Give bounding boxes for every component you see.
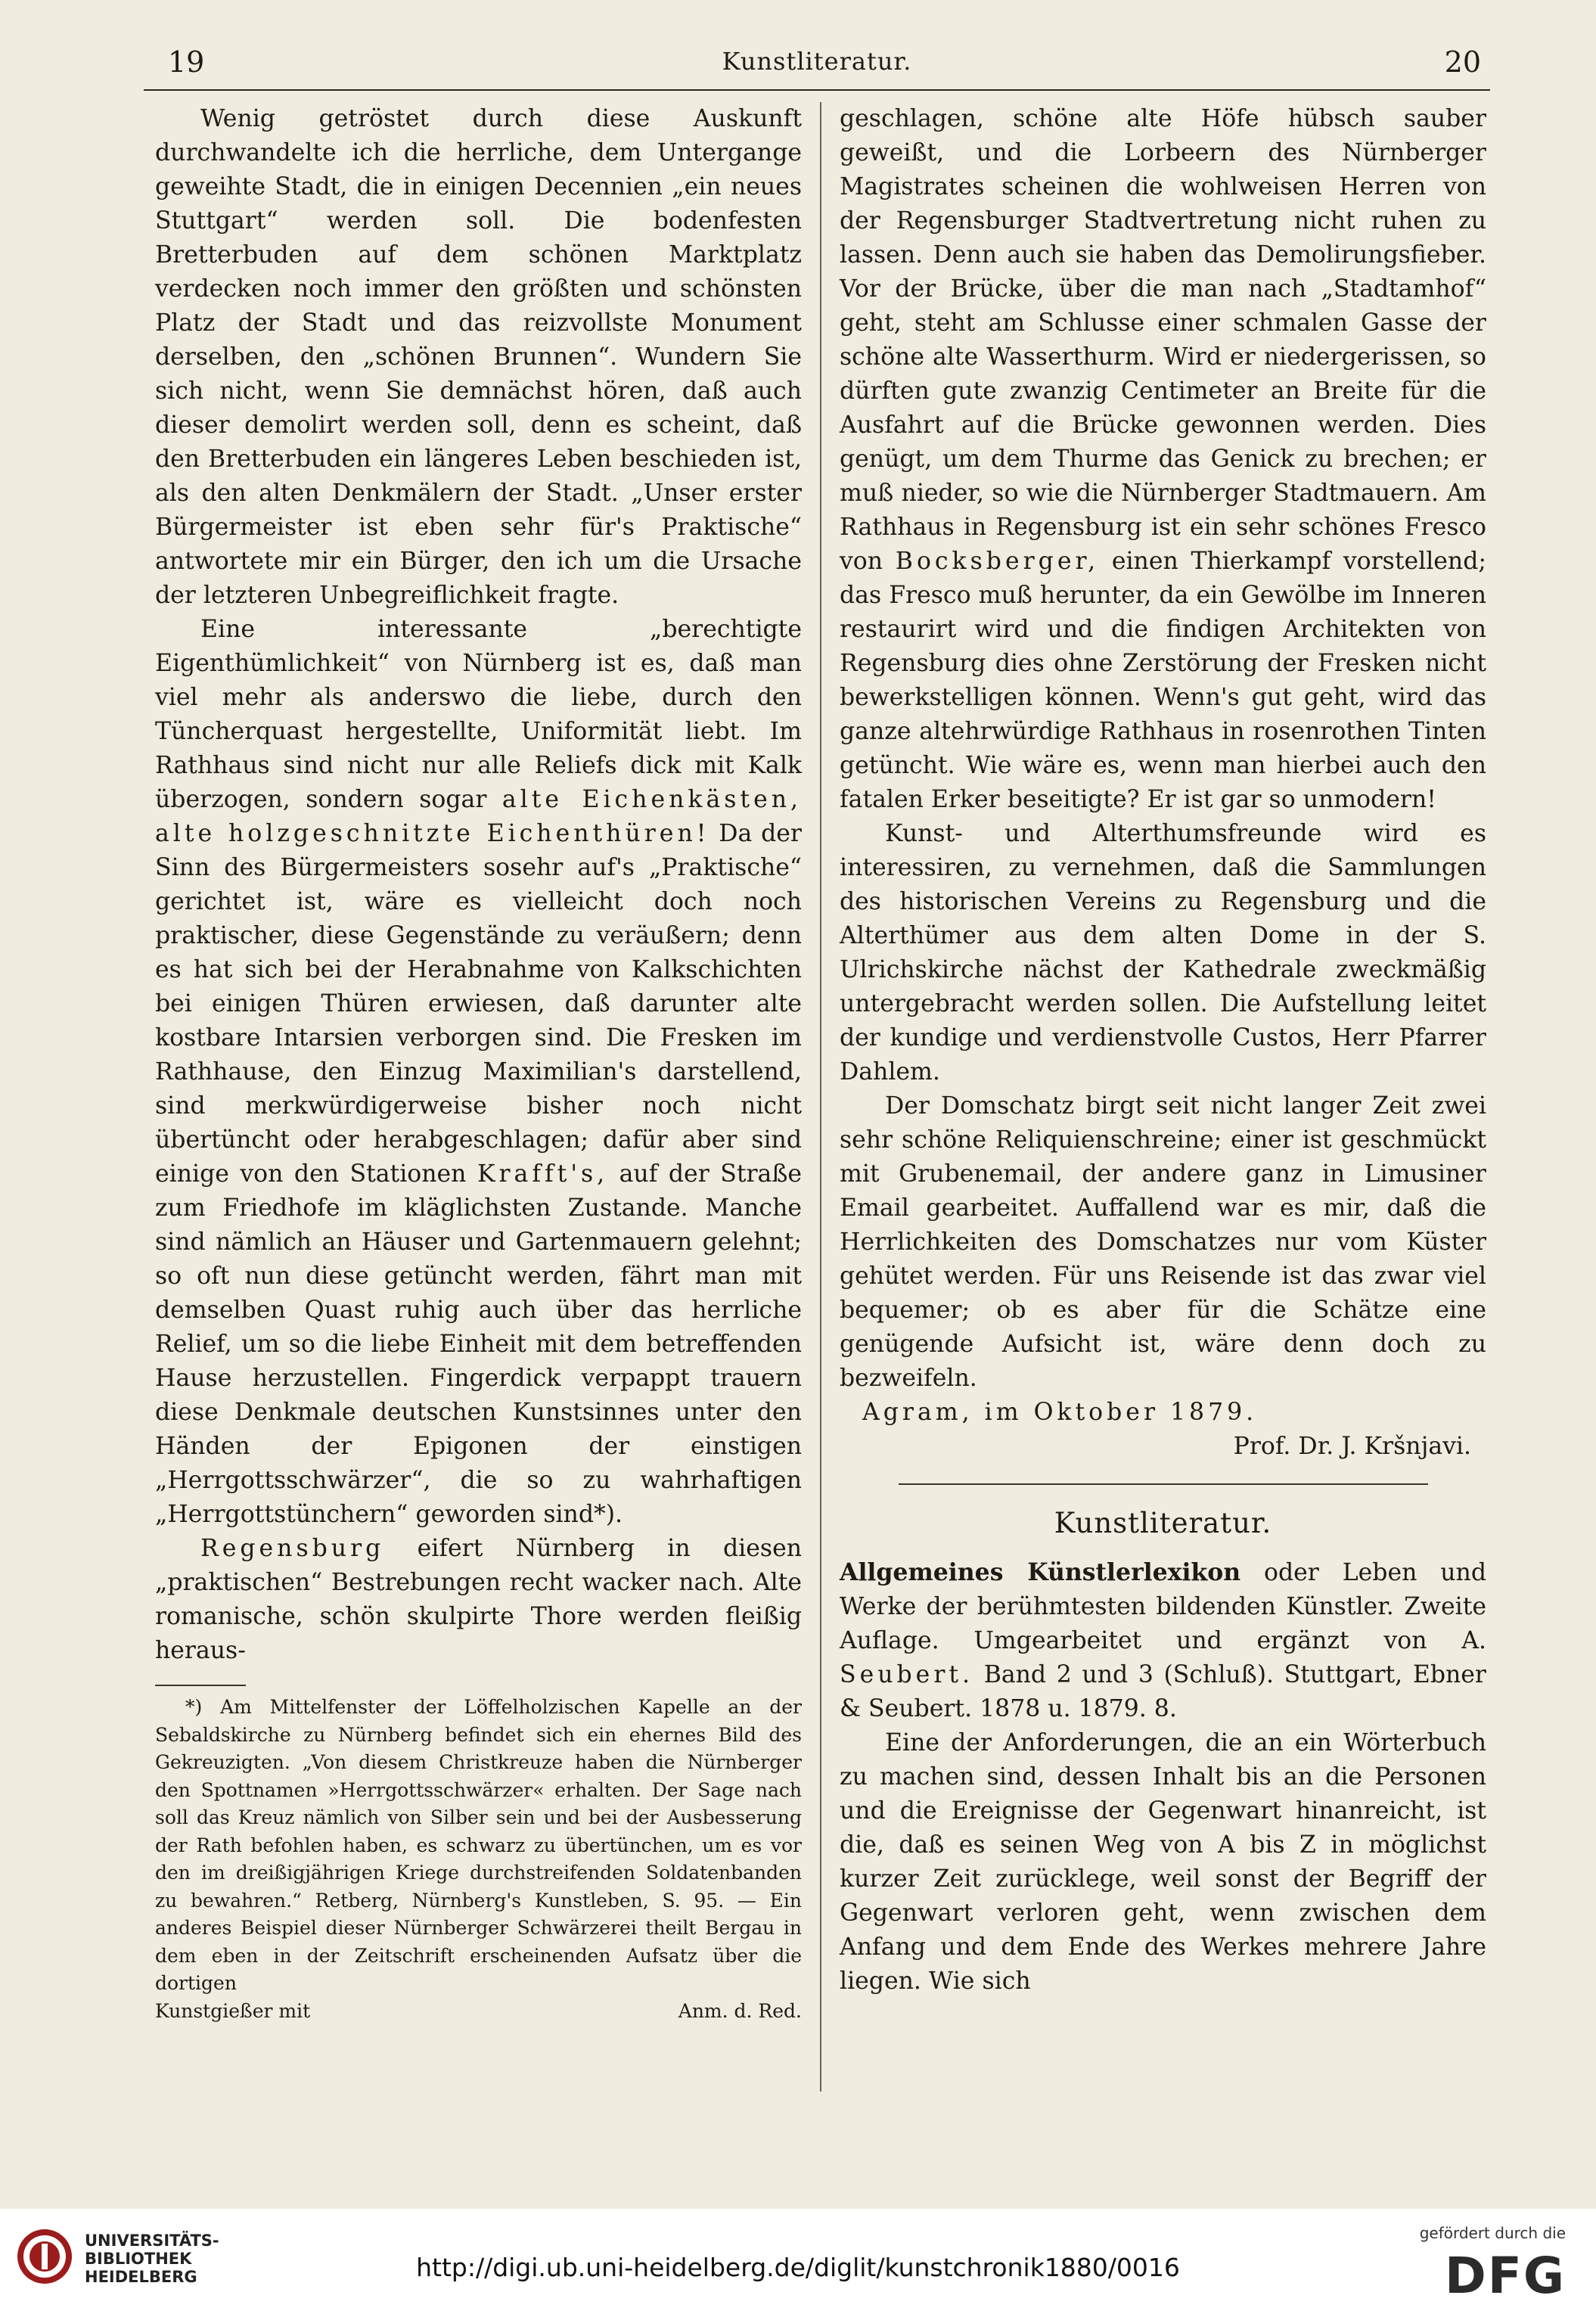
- footnote-rule: [155, 1685, 246, 1686]
- page-number-left: 19: [168, 45, 205, 79]
- permalink[interactable]: http://digi.ub.uni-heidelberg.de/diglit/kunstchronik1880/0016: [416, 2253, 1180, 2282]
- paragraph-text: Da der Sinn des Bürgermeisters sosehr auf's „Praktische“ gerichtet ist, wäre es vielleicht doch noch praktischer, diese Gegenstände zu veräußern; denn es hat sich bei der Herabnahme von Kalkschichten bei einigen Thüren erwiesen, daß darunter alte kostbare Intarsien verborgen sind. Die Fresken im Rathhause, den Einzug Maximilian's darstellend, sind merkwürdigerweise bisher noch nicht übertüncht oder herabgeschlagen; dafür aber sind einige von den Stationen: [155, 820, 802, 1188]
- spaced-emphasis: Bocksberger,: [895, 548, 1100, 575]
- editor-note: Anm. d. Red.: [678, 1999, 802, 2022]
- paragraph-uniformity: [155, 613, 802, 1532]
- paragraph-text: eifert Nürnberg in diesen „praktischen“ Bestrebungen recht wacker nach. Alte romanische, schön skulpirte Thore werden fleißig heraus-: [155, 1535, 802, 1664]
- footnote-text-end: Kunstgießer mit: [155, 1999, 311, 2022]
- running-title: Kunstliteratur.: [722, 47, 912, 76]
- entry-text: [840, 1555, 1486, 1726]
- dfg-logo: DFG: [1444, 2247, 1566, 2305]
- paragraph-text: auf der Straße zum Friedhofe im kläglichsten Zustande. Manche sind nämlich an Häuser und Gartenmauern gelehnt; so oft nun diese getüncht werden, fährt man mit demselben Quast ruhig auch über das herrliche Relief, um so die liebe Einheit mit dem betreffenden Hause herzustellen. Fingerdick verpappt trauern diese Denkmale deutschen Kunstsinnes unter den Händen der Epigonen der einstigen „Herrgottsschwärzer“, die so zu wahrhaftigen „Herrgottstünchern“ geworden sind*).: [155, 1160, 803, 1528]
- footnote-last-line: [155, 1998, 802, 2026]
- paragraph-review: Eine der Anforderungen, die an ein Wörterbuch zu machen sind, dessen Inhalt bis an die Personen und die Ereignisse der Gegenwart hinanreicht, ist die, daß es seinen Weg von A bis Z in möglichst kurzer Zeit zurücklege, weil sonst der Begriff der Gegenwart verloren geht, wenn zwischen dem Anfang und dem Ende des Werkes mehrere Jahre liegen. Wie sich: [840, 1729, 1486, 1995]
- section-rule: [899, 1483, 1428, 1485]
- paragraph-text: Eine interessante „berechtigte Eigenthümlichkeit“ von Nürnberg ist es, daß man viel mehr als anderswo die liebe, durch den Tüncherquast hergestellte, Uniformität liebt. Im Rathhaus sind nicht nur alle Reliefs dick mit Kalk überzogen, sondern sogar: [155, 616, 802, 813]
- date-line: Agram, im Oktober 1879.: [862, 1399, 1258, 1426]
- footnote: [155, 1694, 802, 2025]
- entry-author: Seubert.: [840, 1661, 974, 1688]
- paragraph-regensburg-cont: [840, 102, 1486, 817]
- left-column: [155, 102, 802, 2069]
- entry-publication: Band 2 und 3 (Schluß). Stuttgart, Ebner & Seubert. 1878 u. 1879. 8.: [840, 1661, 1486, 1722]
- author-signature: Prof. Dr. J. Kršnjavi.: [1233, 1433, 1471, 1460]
- page-number-right: 20: [1444, 45, 1481, 79]
- spaced-emphasis: Regensburg: [200, 1535, 385, 1562]
- paragraph-nuernberg-intro: Wenig getröstet durch diese Auskunft durchwandelte ich die herrliche, dem Untergange geweihte Stadt, die in einigen Decennien „ein neues Stuttgart“ werden soll. Die bodenfesten Bretterbuden auf dem schönen Marktplatz verdecken noch immer den größten und schönsten Platz der Stadt und das reizvollste Monument derselben, den „schönen Brunnen“. Wundern Sie sich nicht, wenn Sie demnächst hören, daß auch dieser demolirt werden soll, denn es scheint, daß den Bretterbuden ein längeres Leben beschieden ist, als den alten Denkmälern der Stadt. „Unser erster Bürgermeister ist eben sehr für's Praktische“ antwortete mir ein Bürger, den ich um die Ursache der letzteren Unbegreiflichkeit fragte.: [155, 105, 802, 609]
- spaced-emphasis: alte Eichenkästen, alte holzgeschnitzte Eichenthüren!: [155, 786, 803, 847]
- section-title: Kunstliteratur.: [1054, 1507, 1272, 1539]
- right-column: [840, 102, 1486, 2069]
- digitization-footer: [0, 2209, 1596, 2317]
- paragraph-text: einen Thierkampf vorstellend; das Fresco muß herunter, da ein Gewölbe im Inneren restaurirt wird und die findigen Architekten von Regensburg dies ohne Zerstörung der Fresken nicht bewerkstelligen können. Wenn's gut geht, wird das ganze altehrwürdige Rathhaus in rosenrothen Tinten getüncht. Wie wäre es, wenn man hierbei auch den fatalen Erker beseitigte? Er ist gar so unmodern!: [840, 548, 1486, 813]
- library-name-line: UNIVERSITÄTS-: [85, 2232, 219, 2250]
- library-name-line: HEIDELBERG: [85, 2268, 197, 2286]
- bibliographic-entry: [840, 1555, 1486, 1726]
- library-name-line: BIBLIOTHEK: [85, 2250, 192, 2268]
- funding-credit: gefördert durch die: [1419, 2224, 1566, 2242]
- paragraph-text: geschlagen, schöne alte Höfe hübsch sauber geweißt, und die Lorbeern des Nürnberger Magistrates scheinen die wohlweisen Herren von der Regensburger Stadtvertretung nicht ruhen zu lassen. Denn auch sie haben das Demolirungsfieber. Vor der Brücke, über die man nach „Stadtamhof“ geht, steht am Schlusse einer schmalen Gasse der schöne alte Wasserthurm. Wird er niedergerissen, so dürften gute zwanzig Centimeter an Breite für die Ausfahrt auf die Brücke gewonnen werden. Dies genügt, um dem Thurme das Genick zu brechen; er muß nieder, so wie die Nürnberger Stadtmauern. Am Rathhaus in Regensburg ist ein sehr schönes Fresco von: [840, 105, 1486, 575]
- footnote-text: *) Am Mittelfenster der Löffelholzischen Kapelle an der Sebaldskirche zu Nürnberg befindet sich ein ehernes Bild des Gekreuzigten. „Von diesem Christkreuze haben die Nürnberger den Spottnamen »Herrgottsschwärzer« erhalten. Der Sage nach soll das Kreuz nämlich von Silber sein und bei der Ausbesserung der Rath befohlen haben, es schwarz zu übertünchen, um es vor den im dreißigjährigen Kriege durchstreifenden Soldatenbanden zu bewahren.“ Retberg, Nürnberg's Kunstleben, S. 95. — Ein anderes Beispiel dieser Nürnberger Schwärzerei theilt Bergau in dem eben in der Zeitschrift erscheinenden Aufsatz über die dortigen: [155, 1696, 802, 1994]
- entry-details: oder Leben und Werke der berühmtesten bildenden Künstler. Zweite Auflage. Umgearbeitet und ergänzt von A.: [840, 1559, 1486, 1654]
- page-header: [144, 36, 1490, 91]
- spaced-emphasis: Krafft's,: [477, 1160, 609, 1188]
- paragraph-domschatz: Der Domschatz birgt seit nicht langer Zeit zwei sehr schöne Reliquienschreine; einer ist geschmückt mit Grubenemail, der andere ganz in Limusiner Email gearbeitet. Auffallend war es mir, daß die Herrlichkeiten des Domschatzes nur vom Küster gehütet werden. Für uns Reisende ist das zwar viel bequemer; ob es aber für die Schätze eine genügende Aufsicht ist, wäre denn doch zu bezweifeln.: [840, 1092, 1486, 1392]
- paragraph-regensburg: [155, 1532, 802, 1668]
- column-divider: [820, 102, 821, 2092]
- entry-title: Allgemeines Künstlerlexikon: [840, 1558, 1241, 1586]
- paragraph-collections: Kunst- und Alterthumsfreunde wird es interessiren, zu vernehmen, daß die Sammlungen des historischen Vereins zu Regensburg und die Alterthümer aus dem alten Dome in der S. Ulrichskirche nächst der Kathedrale zweckmäßig untergebracht werden sollen. Die Aufstellung leitet der kundige und verdienstvolle Custos, Herr Pfarrer Dahlem.: [840, 820, 1486, 1086]
